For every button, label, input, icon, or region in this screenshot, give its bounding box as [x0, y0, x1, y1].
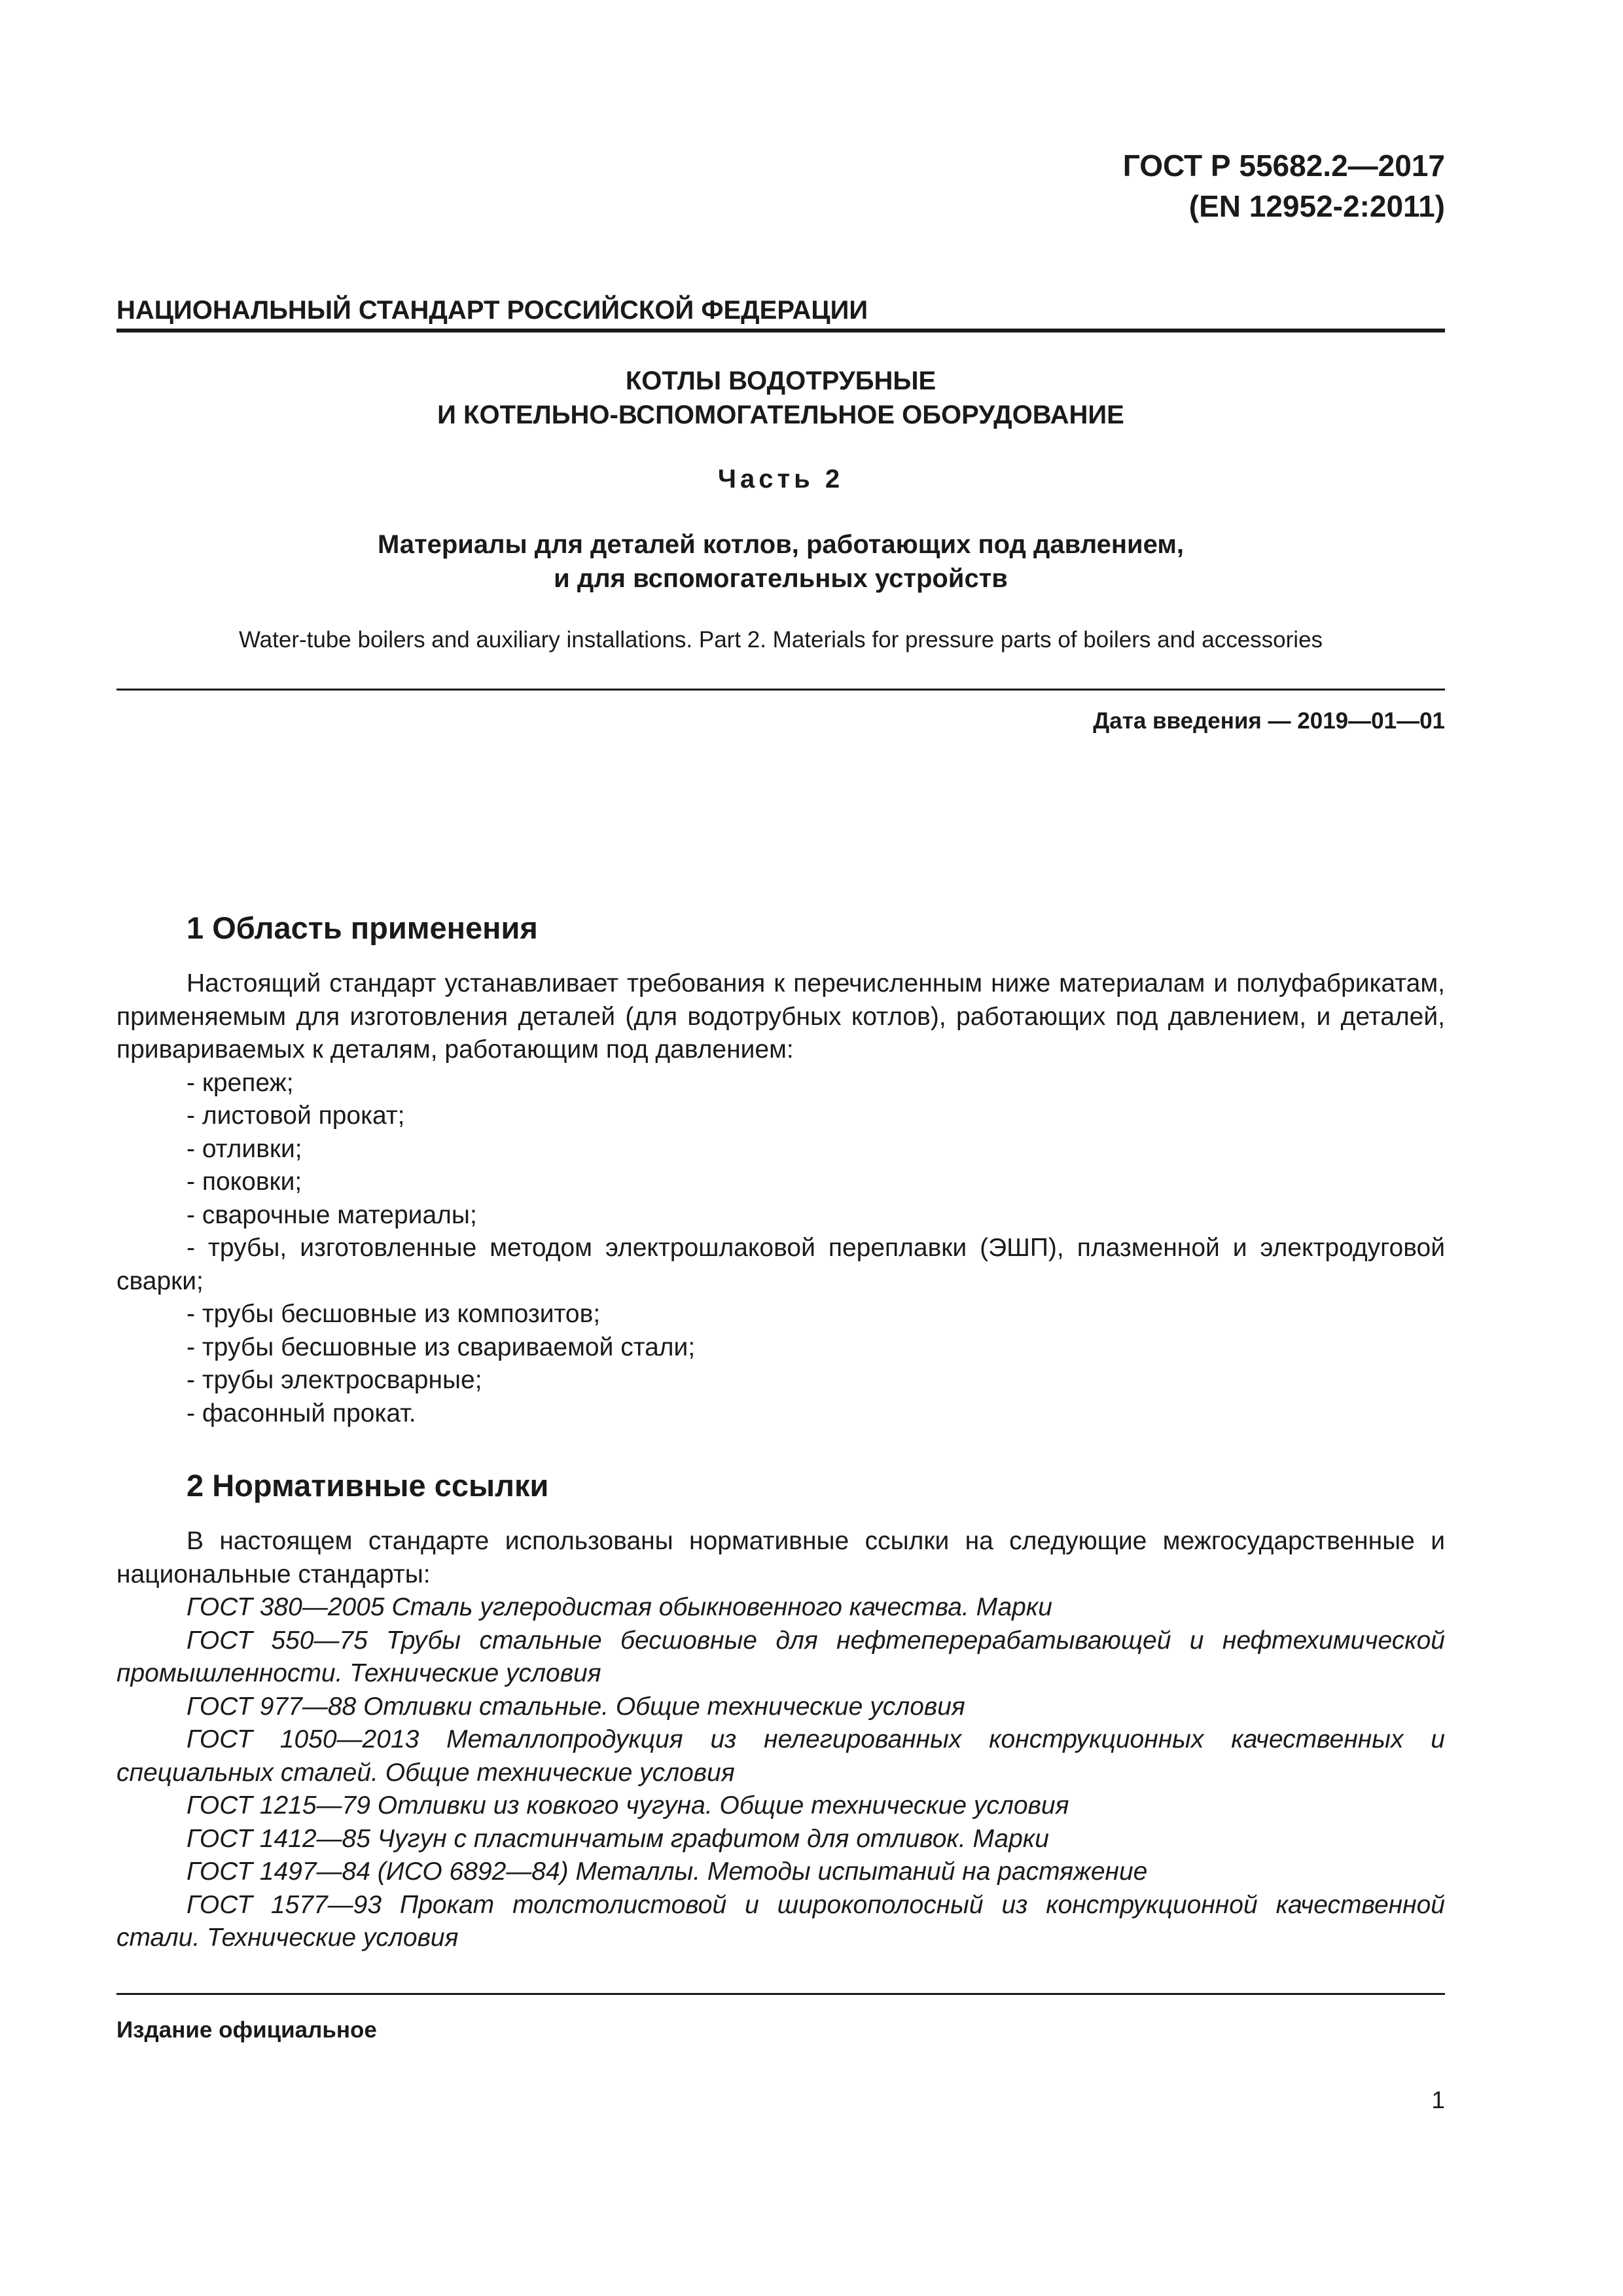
reference-item: ГОСТ 1577—93 Прокат толстолистовой и широкополосный из конструкционной качественной стали. Технические условия — [116, 1890, 1445, 1952]
reference-item: ГОСТ 1412—85 Чугун с пластинчатым графитом для отливок. Марки — [187, 1824, 1049, 1853]
reference-item: ГОСТ 1497—84 (ИСО 6892—84) Металлы. Методы испытаний на растяжение — [187, 1857, 1148, 1886]
section-2-body — [116, 1525, 1445, 1955]
reference-item: ГОСТ 977—88 Отливки стальные. Общие технические условия — [187, 1692, 965, 1721]
title-line-1: КОТЛЫ ВОДОТРУБНЫЕ — [625, 367, 936, 395]
reference-item: ГОСТ 1050—2013 Металлопродукция из нелегированных конструкционных качественных и специальных сталей. Общие технические условия — [116, 1725, 1445, 1787]
section-1-paragraph: Настоящий стандарт устанавливает требования к перечисленным ниже материалам и полуфабрикатам, применяемым для изготовления деталей (для водотрубных котлов), работающих под давлением, и деталей, привариваемых к деталям, работающим под давлением: — [116, 969, 1445, 1064]
title-line-2: И КОТЕЛЬНО-ВСПОМОГАТЕЛЬНОЕ ОБОРУДОВАНИЕ — [437, 401, 1124, 429]
list-item: - трубы электросварные; — [187, 1366, 482, 1394]
reference-item: ГОСТ 1215—79 Отливки из ковкого чугуна. Общие технические условия — [187, 1791, 1069, 1820]
standard-equivalent-code: (EN 12952-2:2011) — [1188, 189, 1445, 223]
subtitle-line-1: Материалы для деталей котлов, работающих под давлением, — [377, 530, 1185, 559]
section-1-body — [116, 967, 1445, 1430]
reference-item: ГОСТ 380—2005 Сталь углеродистая обыкновенного качества. Марки — [187, 1593, 1052, 1621]
page-number: 1 — [1431, 2087, 1445, 2113]
list-item: - отливки; — [187, 1134, 302, 1163]
list-item: - поковки; — [187, 1168, 302, 1196]
introduction-date: Дата введения — 2019—01—01 — [1093, 708, 1445, 734]
national-standard-banner: НАЦИОНАЛЬНЫЙ СТАНДАРТ РОССИЙСКОЙ ФЕДЕРАЦИИ — [116, 296, 868, 325]
standard-code: ГОСТ Р 55682.2—2017 — [1122, 149, 1445, 183]
footer-divider — [116, 1993, 1445, 1995]
list-item: - листовой прокат; — [187, 1102, 405, 1130]
list-item: - сварочные материалы; — [187, 1200, 477, 1229]
list-item: - трубы бесшовные из композитов; — [187, 1300, 601, 1328]
section-2-paragraph: В настоящем стандарте использованы нормативные ссылки на следующие межгосударственные и национальные стандарты: — [116, 1527, 1445, 1588]
section-2-heading: 2 Нормативные ссылки — [187, 1468, 549, 1503]
english-title: Water-tube boilers and auxiliary installations. Part 2. Materials for pressure parts of boilers and accessories — [238, 627, 1323, 653]
subtitle-line-2: и для вспомогательных устройств — [554, 564, 1008, 593]
banner-underline — [116, 329, 1445, 332]
list-item: - крепеж; — [187, 1068, 294, 1097]
list-item: - трубы бесшовные из свариваемой стали; — [187, 1333, 696, 1361]
title-divider — [116, 689, 1445, 691]
part-label: Часть 2 — [717, 465, 844, 493]
list-item: - фасонный прокат. — [187, 1399, 416, 1427]
reference-item: ГОСТ 550—75 Трубы стальные бесшовные для нефтеперерабатывающей и нефтехимической промышленности. Технические условия — [116, 1626, 1445, 1687]
section-1-heading: 1 Область применения — [187, 910, 538, 945]
list-item: - трубы, изготовленные методом электрошлаковой переплавки (ЭШП), плазменной и электродуговой сварки; — [116, 1234, 1445, 1295]
official-edition-label: Издание официальное — [116, 2017, 377, 2043]
